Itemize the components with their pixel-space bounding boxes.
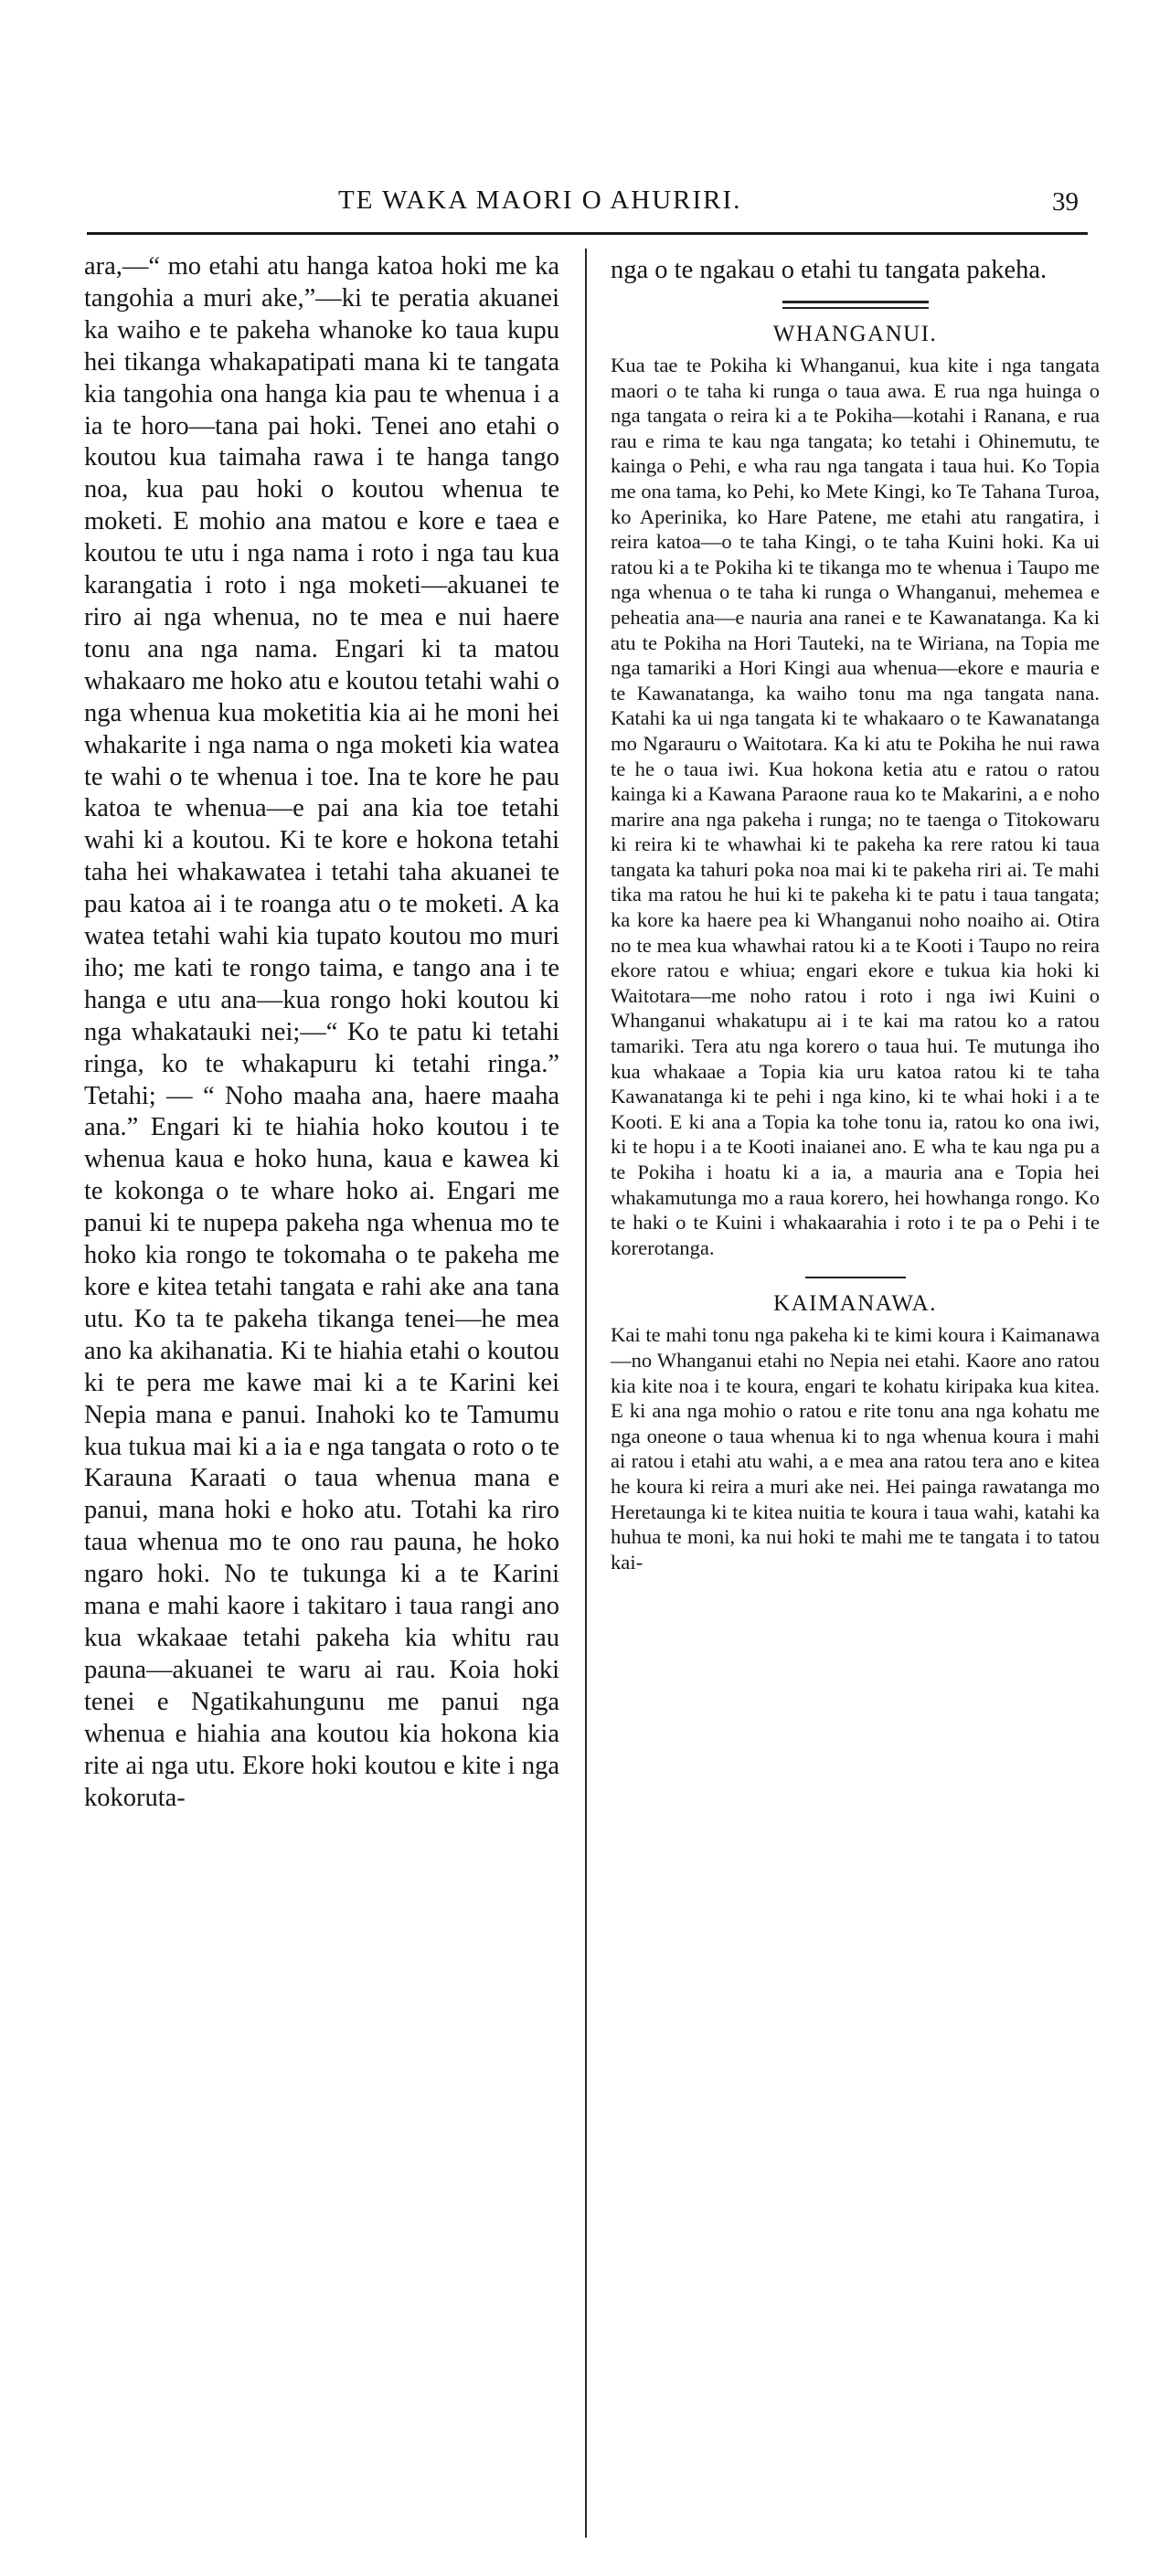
section-whanganui (611, 322, 1100, 1260)
section-text: tae te Pokiha ki Whanganui, kua kite i nga tangata maori o te taha ki runga o taua awa. E rua nga huinga o nga tangata o reira ki a te Pokiha—kotahi i Ranana, e rua rau e rima te kau nga tangata; ko tetahi i Ohinemutu, te kainga o Pehi, e wha rau nga tangata i taua hui. Ko Topia me ona tama, ko Pehi, ko Mete Kingi, ko Te Tahana Turoa, ko Aperinika, ko Hare Patene, me etahi atu rangatira, i reira katoa—o te taha Kingi, o te taha Kuini hoki. Ka ui ratou ki a te Pokiha ki te tikanga mo te whenua i Taupo me nga whenua o te taha ki runga o Whanganui, mehemea e peheatia ana—e nauria ana ranei e te Kawanatanga. Ka ki atu te Pokiha na Hori Tauteki, na te Wiriana, na Topia me nga tamariki a Hori Kingi aua whenua—ekore e mauria e te Kawanatanga, ka waiho tonu ma nga tangata nana. Katahi ka ui nga tangata ki te whakaaro o te Kawanatanga mo Ngarauru o Waitotara. Ka ki atu te Pokiha he nui rawa te he o taua iwi. Kua hokona ketia atu e ratou o ratou kainga ki a Kawana Paraone raua ko te Makarini, a e noho marire ana nga pakeha i runga; no te taenga o Titokowaru ki reira ki te whawhai ki te pakeha ka rere ratou ki taua tangata ka tahuri poka noa mai ki te pakeha riri ai. Te mahi tika ma ratou he hui ki te pakeha ki te patu i taua tangata; ka kore ka haere pea ki Whanganui noho noaiho ai. Otira no te mea kua whawhai ratou ki a te Kooti i Taupo no reira ekore ratou e whiua; engari ekore e tukua kia hoki ki Waitotara—me noho ratou i roto i nga iwi Kuini o Whanganui whakatupu ai i te kai ma ratou ko a ratou tamariki. Tera atu nga korero o taua hui. Te mutunga iho kua whakaae a Topia kia uru katoa ratou ki te taha Kawanatanga ki te pehi i nga kino, ki te whai hoki i a te Kooti. E ki ana a Topia ka tohe tonu ia, ratou ko ona iwi, ki te hopu i a te Kooti inaianei ano. E wha te kau nga pu a te Pokiha i hoatu ki a ia, a mauria ana e Topia hei whakamutunga mo a raua korero, hei howhanga rongo. Ko te haki o te Kuini i whakaarahia i roto i te pa o Pehi i te korerotanga. (611, 354, 1100, 1259)
left-column (84, 251, 559, 1814)
section-body-kaimanawa (611, 1322, 1100, 1574)
right-column-lead-paragraph: nga o te ngakau o etahi tu tangata pakeha. (611, 256, 1048, 284)
lead-word: Kai (611, 1323, 641, 1347)
section-heading-whanganui: WHANGANUI. (772, 322, 938, 346)
page-header (73, 178, 1079, 224)
lead-word: Kua (611, 354, 645, 376)
section-text: te mahi tonu nga pakeha ki te kimi koura i Kaimanawa—no Whanganui etahi no Nepia nei etahi. Kaore ano ratou kia kite noa i te koura, engari te kohatu kiripaka kua kitea. E ki ana nga mohio o ratou e rite tonu ana nga kohatu me nga oneone o taua whenua ki to nga whenua koura i mahi ai ratou i etahi atu wahi, a e mea ana ratou tera ano e kitea he koura ki reira a muri ake nei. Hei painga rawatanga mo Heretaunga ki te kitea nuitia te koura i taua wahi, katahi ka huhua te moni, ka nui hoki te mahi me te tangata i to tatou kai- (611, 1323, 1100, 1574)
header-rule (87, 232, 1088, 235)
section-heading-kaimanawa: KAIMANAWA. (773, 1291, 937, 1317)
page-number: 39 (1052, 187, 1079, 217)
section-kaimanawa (611, 1291, 1100, 1574)
running-title: TE WAKA MAORI O AHURIRI. (338, 186, 742, 215)
section-separator-rule (805, 1277, 906, 1278)
right-column (611, 254, 1100, 1574)
left-column-paragraph: ara,—“ mo etahi atu hanga katoa hoki me ka tangohia a muri ake,”—ki te peratia akuanei ka waiho e te pakeha whanoke ko taua kupu hei tikanga whakapatipati mana ki te tangata kia tangohia ona hanga kia pau te whenua i a ia te horo—tana pai hoki. Tenei ano etahi o koutou kua taimaha rawa i te hanga tango noa, kua pau hoki o koutou whenua te moketi. E mohio ana matou e kore e taea e koutou te utu i nga nama i roto i nga tau kua karangatia i roto i nga moketi—akuanei te riro ai nga whenua, no te mea e nui haere tonu ana nga nama. Engari ki ta matou whakaaro me hoko atu e koutou tetahi wahi o nga whenua kua moketitia kia ai he moni hei whakarite i nga nama o nga moketi kia watea te wahi o te whenua i toe. Ina te kore he pau katoa te whenua—e pai ana kia toe tetahi wahi ki a koutou. Ki te kore e hokona tetahi taha hei whakawatea i tetahi taha akuanei te pau katoa ai i te roanga atu o te moketi. A ka watea tetahi wahi kia tupato koutou mo muri iho; me kati te rongo taima, e tango ana i te hanga e utu ana—kua rongo hoki koutou ki nga whakatauki nei;—“ Ko te patu ki tetahi ringa, ko te whakapuru ki tetahi ringa.” Tetahi; — “ Noho maaha ana, haere maaha ana.” Engari ki te hiahia hoko koutou i te whenua kaua e hoko huna, kaua e kawea ki te kokonga o te whare hoko ai. Engari me panui ki te nupepa pakeha nga whenua mo te hoko kia rongo te tokomaha o te pakeha me kore e kitea tetahi tangata e rahi ake ana tana utu. Ko ta te pakeha tikanga tenei—he mea ano ka akihanatia. Ki te hiahia etahi o koutou ki te pera me kawe mai ki a te Karini kei Nepia mana e panui. Inahoki ko te Tamumu kua tukua mai ki a ia e nga tangata o roto o te Karauna Karaati o taua whenua mana e panui, mana hoki e hoko atu. Totahi ka riro taua whenua mo te ono rau pauna, he hoko ngaro hoki. No te tukunga ki a te Karini mana e mahi kaore i takitaro i taua rangi ano kua wkakaae tetahi pakeha kia whitu rau pauna—akuanei te waru ai rau. Koia hoki tenei e Ngatikahungunu me panui nga whenua e hiahia ana koutou kia hokona kia rite ai nga utu. Ekore hoki koutou e kite i nga kokoruta- (84, 252, 559, 1812)
column-divider (585, 249, 587, 2538)
section-separator-double-rule (782, 301, 929, 309)
section-body-whanganui (611, 353, 1100, 1260)
